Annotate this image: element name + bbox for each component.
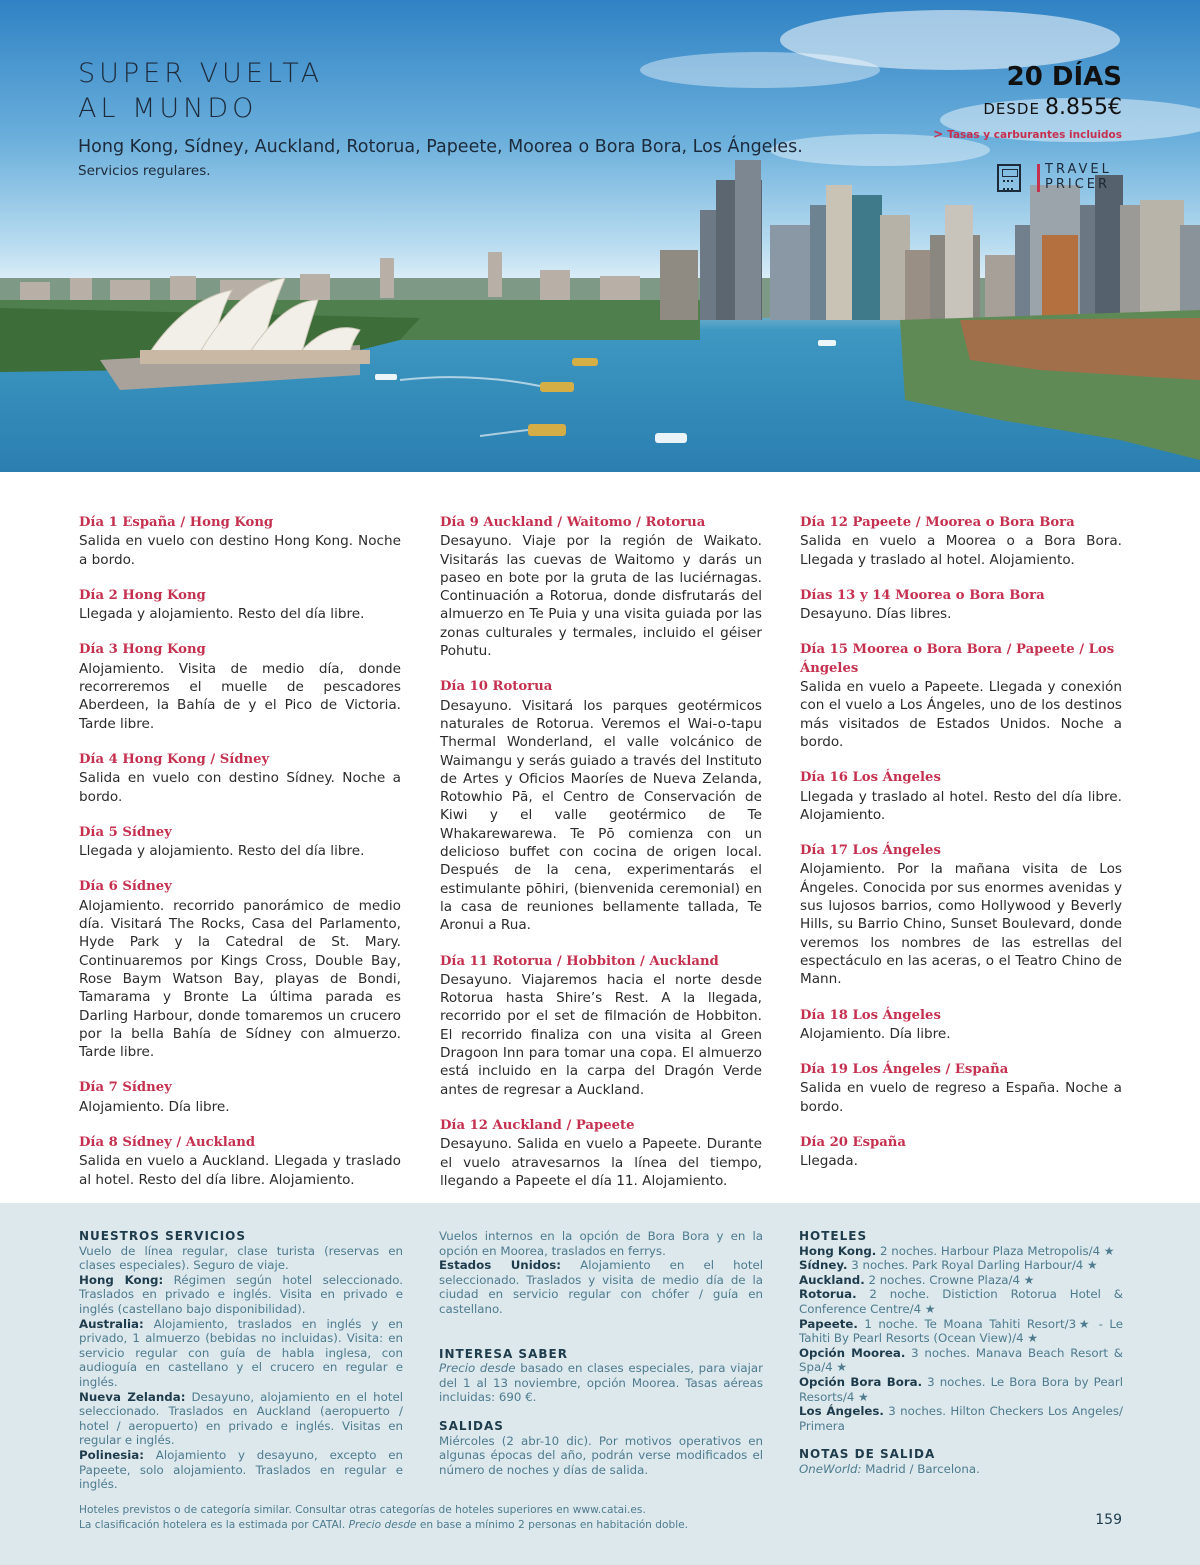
hotel-location: Sídney. [799, 1258, 848, 1273]
day-description: Alojamiento. Día libre. [800, 1025, 951, 1042]
interesa-text [439, 1361, 763, 1405]
day-title: Día 6 Sídney [79, 879, 172, 895]
service-item [79, 1317, 403, 1390]
hotel-item [799, 1346, 1123, 1375]
itinerary-day [800, 1061, 1122, 1116]
day-title: Día 5 Sídney [79, 824, 172, 840]
day-title: Día 4 Hong Kong / Sídney [79, 751, 270, 767]
hotels-heading: HOTELES [799, 1229, 868, 1243]
day-description: Alojamiento. Día libre. [79, 1098, 230, 1115]
day-description: Desayuno. Días libres. [800, 606, 952, 623]
usa-text: Alojamiento en el hotel seleccionado. Traslados y visita de medio día de la ciudad en servicio regular con chófer / guía en castellano. [439, 1258, 763, 1316]
hotel-item [799, 1273, 1123, 1288]
badge-divider [1037, 164, 1040, 192]
footer-line-2-b: en base a mínimo 2 personas en habitación doble. [416, 1519, 689, 1531]
itinerary-day [79, 641, 401, 732]
itinerary-day [800, 842, 1122, 988]
day-description: Salida en vuelo con destino Hong Kong. Noche a bordo. [79, 533, 401, 568]
itinerary-day [79, 1079, 401, 1116]
destinations-subtitle: Hong Kong, Sídney, Auckland, Rotorua, Papeete, Moorea o Bora Bora, Los Ángeles. [78, 137, 803, 157]
chevron-right-icon: > [933, 127, 944, 141]
services-column [79, 1229, 403, 1492]
day-title: Día 19 Los Ángeles / España [800, 1062, 1009, 1078]
day-description: Salida en vuelo a Papeete. Llegada y conexión con el vuelo a Los Ángeles, uno de los destinos más visitados de Estados Unidos. Noche a bordo. [800, 679, 1122, 750]
itinerary-day [440, 1117, 762, 1190]
services-note: Servicios regulares. [78, 163, 211, 179]
interesa-emphasis: Precio desde [439, 1361, 516, 1376]
itinerary-day [79, 587, 401, 624]
hotel-location: Los Ángeles. [799, 1404, 884, 1419]
service-item [79, 1273, 403, 1317]
hotel-details: 3 noches. Hilton Checkers Los Angeles/ Primera [799, 1404, 1123, 1433]
day-description: Desayuno. Viajaremos hacia el norte desde Rotorua hasta Shire’s Rest. A la llegada, recorrido por el set de filmación de Hobbiton. El recorrido finaliza con una visita al Green Dragoon Inn para tomar una copa. El almuerzo está incluido en la carpa del Dragón Verde antes de regresar a Auckland. [440, 971, 762, 1098]
itinerary-day [79, 824, 401, 861]
itinerary-day [800, 1007, 1122, 1044]
hotel-item [799, 1244, 1123, 1259]
day-title: Día 7 Sídney [79, 1080, 172, 1096]
day-description: Salida en vuelo a Auckland. Llegada y traslado al hotel. Resto del día libre. Alojamiento. [79, 1153, 401, 1188]
extra-info-column [439, 1229, 763, 1477]
day-title: Día 20 España [800, 1135, 906, 1151]
day-description: Desayuno. Salida en vuelo a Papeete. Durante el vuelo atravesarnos la línea del tiempo, llegando a Papeete el día 11. Alojamiento. [440, 1136, 762, 1189]
service-item [79, 1390, 403, 1448]
hotel-location: Hong Kong. [799, 1243, 877, 1258]
itinerary-column-3 [800, 514, 1122, 1189]
service-item [79, 1448, 403, 1492]
itinerary-day [800, 514, 1122, 569]
service-label: Nueva Zelanda: [79, 1389, 186, 1404]
services-intro: Vuelo de línea regular, clase turista (reservas en clases especiales). Seguro de viaje. [79, 1243, 403, 1273]
service-label: Polinesia: [79, 1447, 144, 1462]
hotel-item [799, 1375, 1123, 1404]
hotel-location: Rotorua. [799, 1287, 857, 1302]
page-number: 159 [1095, 1512, 1122, 1528]
usa-label: Estados Unidos: [439, 1258, 562, 1273]
service-label: Hong Kong: [79, 1272, 164, 1287]
calculator-icon [997, 164, 1021, 192]
day-description: Alojamiento. Visita de medio día, donde recorreremos el muelle de pescadores Aberdeen, la Bahía de y el Pico de Victoria. Tarde libre. [79, 660, 401, 732]
hotel-item [799, 1258, 1123, 1273]
services-continuation: Vuelos internos en la opción de Bora Bora y en la opción en Moorea, traslados en ferrys. [439, 1229, 763, 1258]
day-title: Día 12 Auckland / Papeete [440, 1117, 635, 1133]
hotel-details: 1 noche. Te Moana Tahiti Resort/3★ - Le Tahiti By Pearl Resorts (Ocean View)/4 ★ [799, 1316, 1123, 1346]
footer-line-2-a: La clasificación hotelera es la estimada por CATAI. [79, 1519, 349, 1531]
footer-line-2 [79, 1518, 688, 1533]
day-description: Desayuno. Visitará los parques geotérmicos naturales de Rotorua. Veremos el Wai-o-tapu Thermal Wonderland, el valle volcánico de Waimangu y serás guiado a través del Instituto de Artes y Oficios Maoríes de Nueva Zelanda, Rotowhio Pā, el Centro de Conservación de Kiwi y el valle geotérmico de Te Whakarewarewa. Te Pō comienza con un delicioso buffet con cocina de origen local. Después de la cena, experimentarás el estimulante pōhiri, (bienvenida ceremonial) en la casa de reuniones bellamente tallada, Te Aronui a Rua. [440, 697, 762, 934]
day-description: Llegada. [800, 1153, 858, 1170]
trip-duration: 20 DÍAS [1006, 62, 1122, 92]
day-title: Día 16 Los Ángeles [800, 770, 941, 786]
service-text: Régimen según hotel seleccionado. Traslados en privado e inglés. Visita en privado e inglés (castellano bajo disponibilidad). [79, 1272, 403, 1316]
service-label: Australia: [79, 1316, 144, 1331]
hotel-details: 3 noches. Le Bora Bora by Pearl Resorts/4 ★ [799, 1374, 1123, 1404]
notes-body: Madrid / Barcelona. [861, 1461, 980, 1476]
day-description: Llegada y alojamiento. Resto del día libre. [79, 843, 365, 860]
day-description: Salida en vuelo con destino Sídney. Noche a bordo. [79, 770, 401, 805]
hotels-list [799, 1244, 1123, 1434]
badge-text [1045, 162, 1112, 192]
notes-text [799, 1462, 1123, 1477]
itinerary-day [440, 514, 762, 660]
footer-line-1: Hoteles previstos o de categoría similar. Consultar otras categorías de hoteles superiores en www.catai.es. [79, 1504, 646, 1516]
services-list [79, 1273, 403, 1492]
day-title: Días 13 y 14 Moorea o Bora Bora [800, 587, 1045, 603]
notes-heading: NOTAS DE SALIDA [799, 1447, 936, 1462]
badge-line-2: PRICER [1045, 177, 1111, 192]
hotel-details: 3 noches. Manava Beach Resort & Spa/4 ★ [799, 1345, 1123, 1375]
hotel-location: Opción Moorea. [799, 1345, 906, 1360]
hotel-item [799, 1317, 1123, 1346]
title-line-1: SUPER VUELTA [78, 58, 324, 89]
itinerary-day [800, 587, 1122, 624]
day-description: Salida en vuelo de regreso a España. Noche a bordo. [800, 1080, 1122, 1115]
hero-banner [0, 0, 1200, 472]
day-title: Día 2 Hong Kong [79, 587, 206, 603]
salidas-text: Miércoles (2 abr-10 dic). Por motivos operativos en algunas épocas del año, podrán verse modificados el número de noches y días de salida. [439, 1433, 763, 1477]
salidas-heading: SALIDAS [439, 1418, 504, 1433]
day-description: Desayuno. Viaje por la región de Waikato. Visitarás las cuevas de Waitomo y darás un paseo en bote por la gruta de las luciérnagas. Continuación a Rotorua, donde disfrutarás del almuerzo en Te Puia y una visita guiada por las zonas culturales y termales, incluido el géiser Pohutu. [440, 533, 762, 660]
services-heading: NUESTROS SERVICIOS [79, 1229, 247, 1243]
travel-pricer-badge [997, 162, 1122, 194]
hotel-location: Papeete. [799, 1316, 858, 1331]
day-description: Llegada y alojamiento. Resto del día libre. [79, 606, 365, 623]
price-prefix: DESDE [983, 100, 1040, 118]
taxes-note [933, 127, 1122, 141]
hotel-item [799, 1404, 1123, 1433]
badge-line-1: TRAVEL [1045, 162, 1112, 177]
service-text: Alojamiento, traslados en inglés y en privado, 1 almuerzo (bebidas no incluidas). Visita: en servicio regular con guía de habla inglesa, con audioguía en castellano y el crucero en regular e inglés. [79, 1316, 403, 1389]
itinerary-day [79, 514, 401, 569]
price-amount: 8.855€ [1045, 95, 1122, 120]
day-title: Día 11 Rotorua / Hobbiton / Auckland [440, 953, 719, 969]
itinerary-day [800, 1134, 1122, 1171]
notes-emphasis: OneWorld: [799, 1461, 862, 1476]
itinerary-day [79, 1134, 401, 1189]
hotel-item [799, 1287, 1123, 1316]
hotel-location: Auckland. [799, 1272, 865, 1287]
day-title: Día 17 Los Ángeles [800, 843, 941, 859]
price-block [983, 95, 1122, 120]
day-title: Día 8 Sídney / Auckland [79, 1135, 256, 1151]
day-title: Día 9 Auckland / Waitomo / Rotorua [440, 515, 706, 530]
taxes-note-text: Tasas y carburantes incluidos [947, 129, 1122, 141]
day-description: Llegada y traslado al hotel. Resto del día libre. Alojamiento. [800, 788, 1122, 823]
interesa-heading: INTERESA SABER [439, 1346, 568, 1361]
page-title [78, 56, 323, 126]
hotels-column [799, 1229, 1123, 1477]
itinerary-day [440, 678, 762, 934]
service-text: Alojamiento y desayuno, excepto en Papeete, solo alojamiento. Traslados en regular e inglés. [79, 1447, 403, 1492]
day-title: Día 10 Rotorua [440, 679, 553, 695]
title-line-2: AL MUNDO [78, 93, 258, 124]
day-title: Día 12 Papeete / Moorea o Bora Bora [800, 515, 1075, 530]
itinerary-day [79, 751, 401, 806]
hotel-details: 2 noches. Crowne Plaza/4 ★ [864, 1272, 1035, 1287]
day-title: Día 3 Hong Kong [79, 642, 206, 658]
itinerary-day [800, 769, 1122, 824]
footer-notes [79, 1503, 688, 1533]
itinerary-column-2 [440, 514, 762, 1208]
day-description: Salida en vuelo a Moorea o a Bora Bora. Llegada y traslado al hotel. Alojamiento. [800, 533, 1122, 568]
day-title: Día 15 Moorea o Bora Bora / Papeete / Los Ángeles [800, 642, 1115, 676]
hotel-details: 3 noches. Park Royal Darling Harbour/4 ★ [847, 1258, 1098, 1273]
itinerary-day [440, 953, 762, 1099]
footer-line-2-emphasis: Precio desde [348, 1519, 417, 1531]
day-description: Alojamiento. recorrido panorámico de medio día. Visitará The Rocks, Casa del Parlamento, Hyde Park y la Catedral de St. Mary. Continuaremos por Kings Cross, Double Bay, Rose Baym Watson Bay, playas de Bondi, Tamarama y Bronte La última parada es Darling Harbour, donde tomaremos un crucero por la bella Bahía de Sídney con almuerzo. Tarde libre. [79, 897, 401, 1061]
interesa-body: basado en clases especiales, para viajar del 1 al 13 noviembre, opción Moorea. Tasas aéreas incluidas: 690 €. [439, 1361, 764, 1405]
day-description: Alojamiento. Por la mañana visita de Los Ángeles. Conocida por sus enormes avenidas y sus lujosos barrios, como Hollywood y Beverly Hills, su Barrio Chino, Sunset Boulevard, donde veremos los nombres de las estrellas del espectáculo en las aceras, o el Teatro Chino de Mann. [800, 861, 1122, 988]
service-text: Desayuno, alojamiento en el hotel seleccionado. Traslados en Auckland (aeropuerto / hotel / aeropuerto) en privado e inglés. Visitas en regular e inglés. [79, 1389, 403, 1448]
usa-services [439, 1258, 763, 1316]
itinerary-day [79, 878, 401, 1061]
day-title: Día 1 España / Hong Kong [79, 515, 274, 530]
hotel-details: 2 noches. Harbour Plaza Metropolis/4 ★ [876, 1243, 1115, 1258]
hotel-location: Opción Bora Bora. [799, 1374, 923, 1389]
itinerary-column-1 [79, 514, 401, 1207]
hotel-details: 2 noche. Distiction Rotorua Hotel & Conference Centre/4 ★ [799, 1287, 1123, 1316]
day-title: Día 18 Los Ángeles [800, 1007, 941, 1023]
itinerary-day [800, 641, 1122, 751]
